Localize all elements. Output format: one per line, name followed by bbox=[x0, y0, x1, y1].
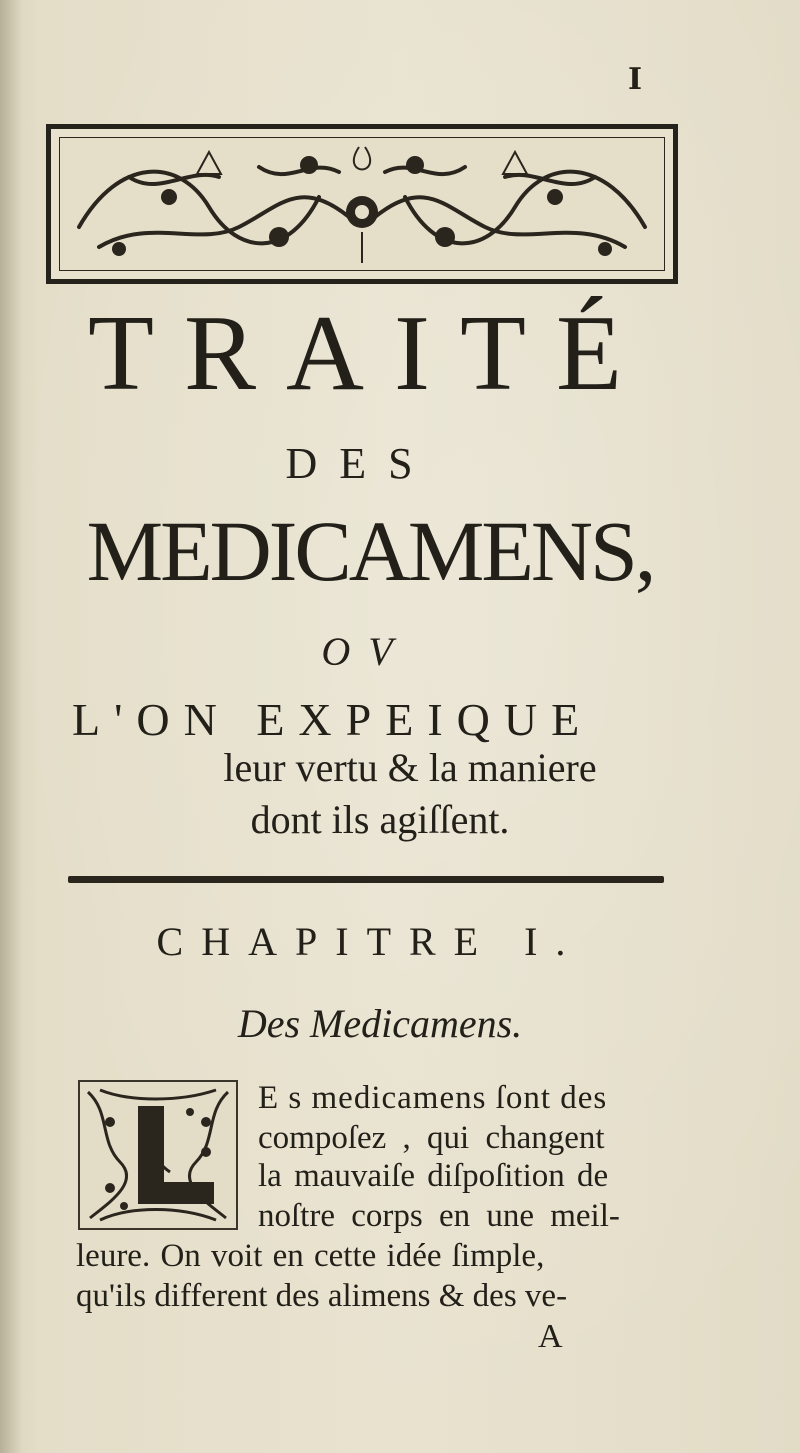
floral-ornament-icon bbox=[46, 124, 678, 284]
body-line-6: qu'ils different des alimens & des ve- bbox=[76, 1278, 568, 1314]
page-number: I bbox=[628, 62, 643, 97]
title-lon-expeique: L'ON EXPEIQUE bbox=[72, 694, 594, 745]
chapter-heading: CHAPITRE I. bbox=[156, 919, 584, 964]
body-line-2: compoſez , qui changent bbox=[258, 1120, 605, 1156]
body-line-4: noſtre corps en une meil- bbox=[258, 1198, 620, 1234]
catchword: A bbox=[538, 1318, 563, 1355]
decorated-initial-L-icon bbox=[78, 1080, 238, 1230]
body-line-1: E s medicamens ſont des bbox=[258, 1080, 608, 1116]
title-ou: OV bbox=[321, 629, 411, 674]
body-line-5: leure. On voit en cette idée ſimple, bbox=[76, 1238, 545, 1274]
horizontal-rule bbox=[68, 876, 664, 883]
body-line-3: la mauvaiſe diſpoſition de bbox=[258, 1158, 609, 1194]
title-line-dont: dont ils agiſſent. bbox=[250, 797, 510, 842]
title-traite: TRAITÉ bbox=[88, 294, 652, 413]
title-medicamens: MEDICAMENS, bbox=[86, 503, 654, 599]
spine-shadow bbox=[0, 0, 22, 1453]
title-des: DES bbox=[285, 439, 435, 488]
chapter-subheading: Des Medicamens. bbox=[237, 1001, 523, 1046]
title-line-vertu: leur vertu & la maniere bbox=[223, 745, 597, 790]
